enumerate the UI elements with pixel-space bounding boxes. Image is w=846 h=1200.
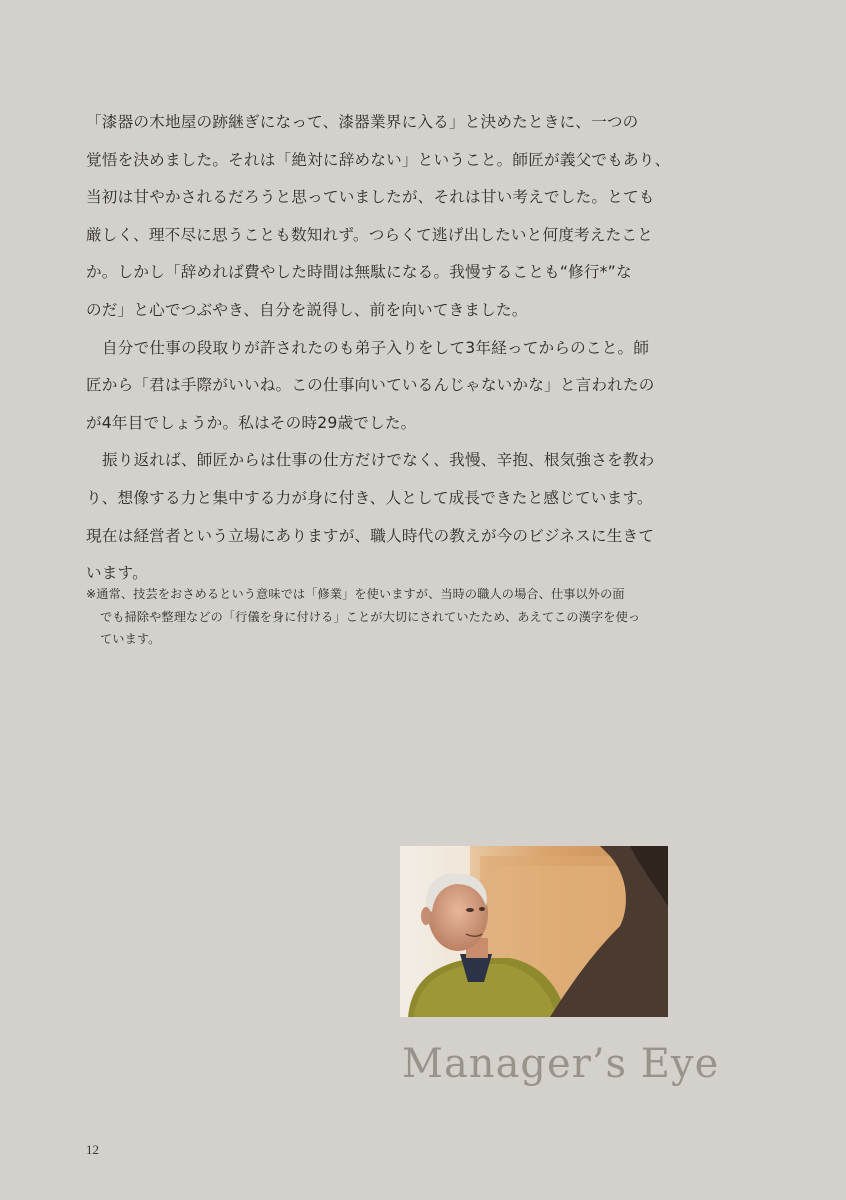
section-title: Manager’s Eye (402, 1041, 720, 1087)
body-line: 現在は経営者という立場にありますが、職人時代の教えが今のビジネスに生きて (86, 526, 655, 545)
body-line: のだ」と心でつぶやき、自分を説得し、前を向いてきました。 (86, 300, 528, 319)
footnote (86, 583, 676, 651)
body-line: が4年目でしょうか。私はその時29歳でした。 (86, 413, 417, 432)
footnote-line: でも掃除や整理などの「行儀を身に付ける」ことが大切にされていたため、あえてこの漢字を使っ (100, 609, 641, 624)
body-line: 厳しく、理不尽に思うことも数知れず。つらくて逃げ出したいと何度考えたこと (86, 225, 654, 244)
body-line: か。しかし「辞めれば費やした時間は無駄になる。我慢することも“修行*”な (86, 263, 632, 282)
portrait-photo (400, 846, 668, 1017)
body-line: 「漆器の木地屋の跡継ぎになって、漆器業界に入る」と決めたときに、一つの (86, 113, 639, 131)
article-body (86, 104, 672, 593)
body-line: 当初は甘やかされるだろうと思っていましたが、それは甘い考えでした。とても (86, 188, 655, 207)
footnote-line: ※通常、技芸をおさめるという意味では「修業」を使いますが、当時の職人の場合、仕事以外の面 (86, 587, 625, 601)
body-line: 匠から「君は手際がいいね。この仕事向いているんじゃないかな」と言われたの (86, 376, 655, 395)
body-line: います。 (86, 564, 148, 583)
footnote-line: ています。 (100, 632, 161, 646)
body-line: 自分で仕事の段取りが許されたのも弟子入りをして3年経ってからのこと。師 (102, 338, 650, 357)
page-number: 12 (86, 1142, 99, 1157)
body-line: 振り返れば、師匠からは仕事の仕方だけでなく、我慢、辛抱、根気強さを教わ (102, 451, 655, 470)
body-line: り、想像する力と集中する力が身に付き、人として成長できたと感じています。 (86, 488, 653, 507)
body-line: 覚悟を決めました。それは「絶対に辞めない」ということ。師匠が義父でもあり、 (86, 150, 671, 169)
